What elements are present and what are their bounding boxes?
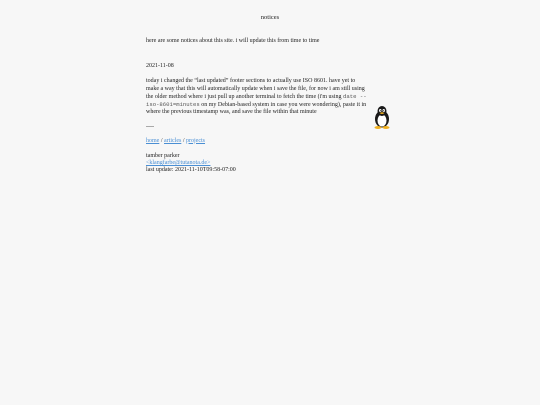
footer: [146, 153, 391, 175]
command-code: date --iso-8601=minutes: [146, 92, 367, 109]
tux-penguin-icon: [372, 105, 392, 129]
post-text-after-code: on my Debian-based system in case you were wondering), paste it in where the previous timestamp was, and save the file within that minute: [146, 102, 367, 116]
post-text-before-code: today i changed the “last updated” footer sections to actually use ISO 8601. have yet to make a way that this will automatically update when i save the file, for now i am still using the older method where i just pull up another terminal to fetch the time (i'm using: [146, 78, 365, 100]
last-update: last update: 2021-11-10T09:58-07:00: [146, 167, 236, 174]
nav-link-projects[interactable]: projects: [186, 137, 206, 144]
nav-link-articles[interactable]: articles: [164, 137, 182, 144]
post: [146, 78, 391, 116]
page-title: notices: [260, 14, 280, 21]
site-nav: [146, 138, 391, 145]
separator: ----: [146, 124, 154, 131]
nav-link-home[interactable]: home: [146, 137, 160, 144]
email-link[interactable]: <klangfarbe@tutanota.de>: [146, 160, 211, 167]
author-name: tamber parker: [146, 152, 180, 159]
nav-divider: /: [182, 137, 185, 144]
post-body: [146, 78, 368, 116]
post-date: 2021-11-08: [146, 63, 174, 70]
intro-text: here are some notices about this site. i will update this from time to time: [146, 38, 320, 44]
nav-divider: /: [160, 137, 163, 144]
main-content: [146, 38, 391, 174]
